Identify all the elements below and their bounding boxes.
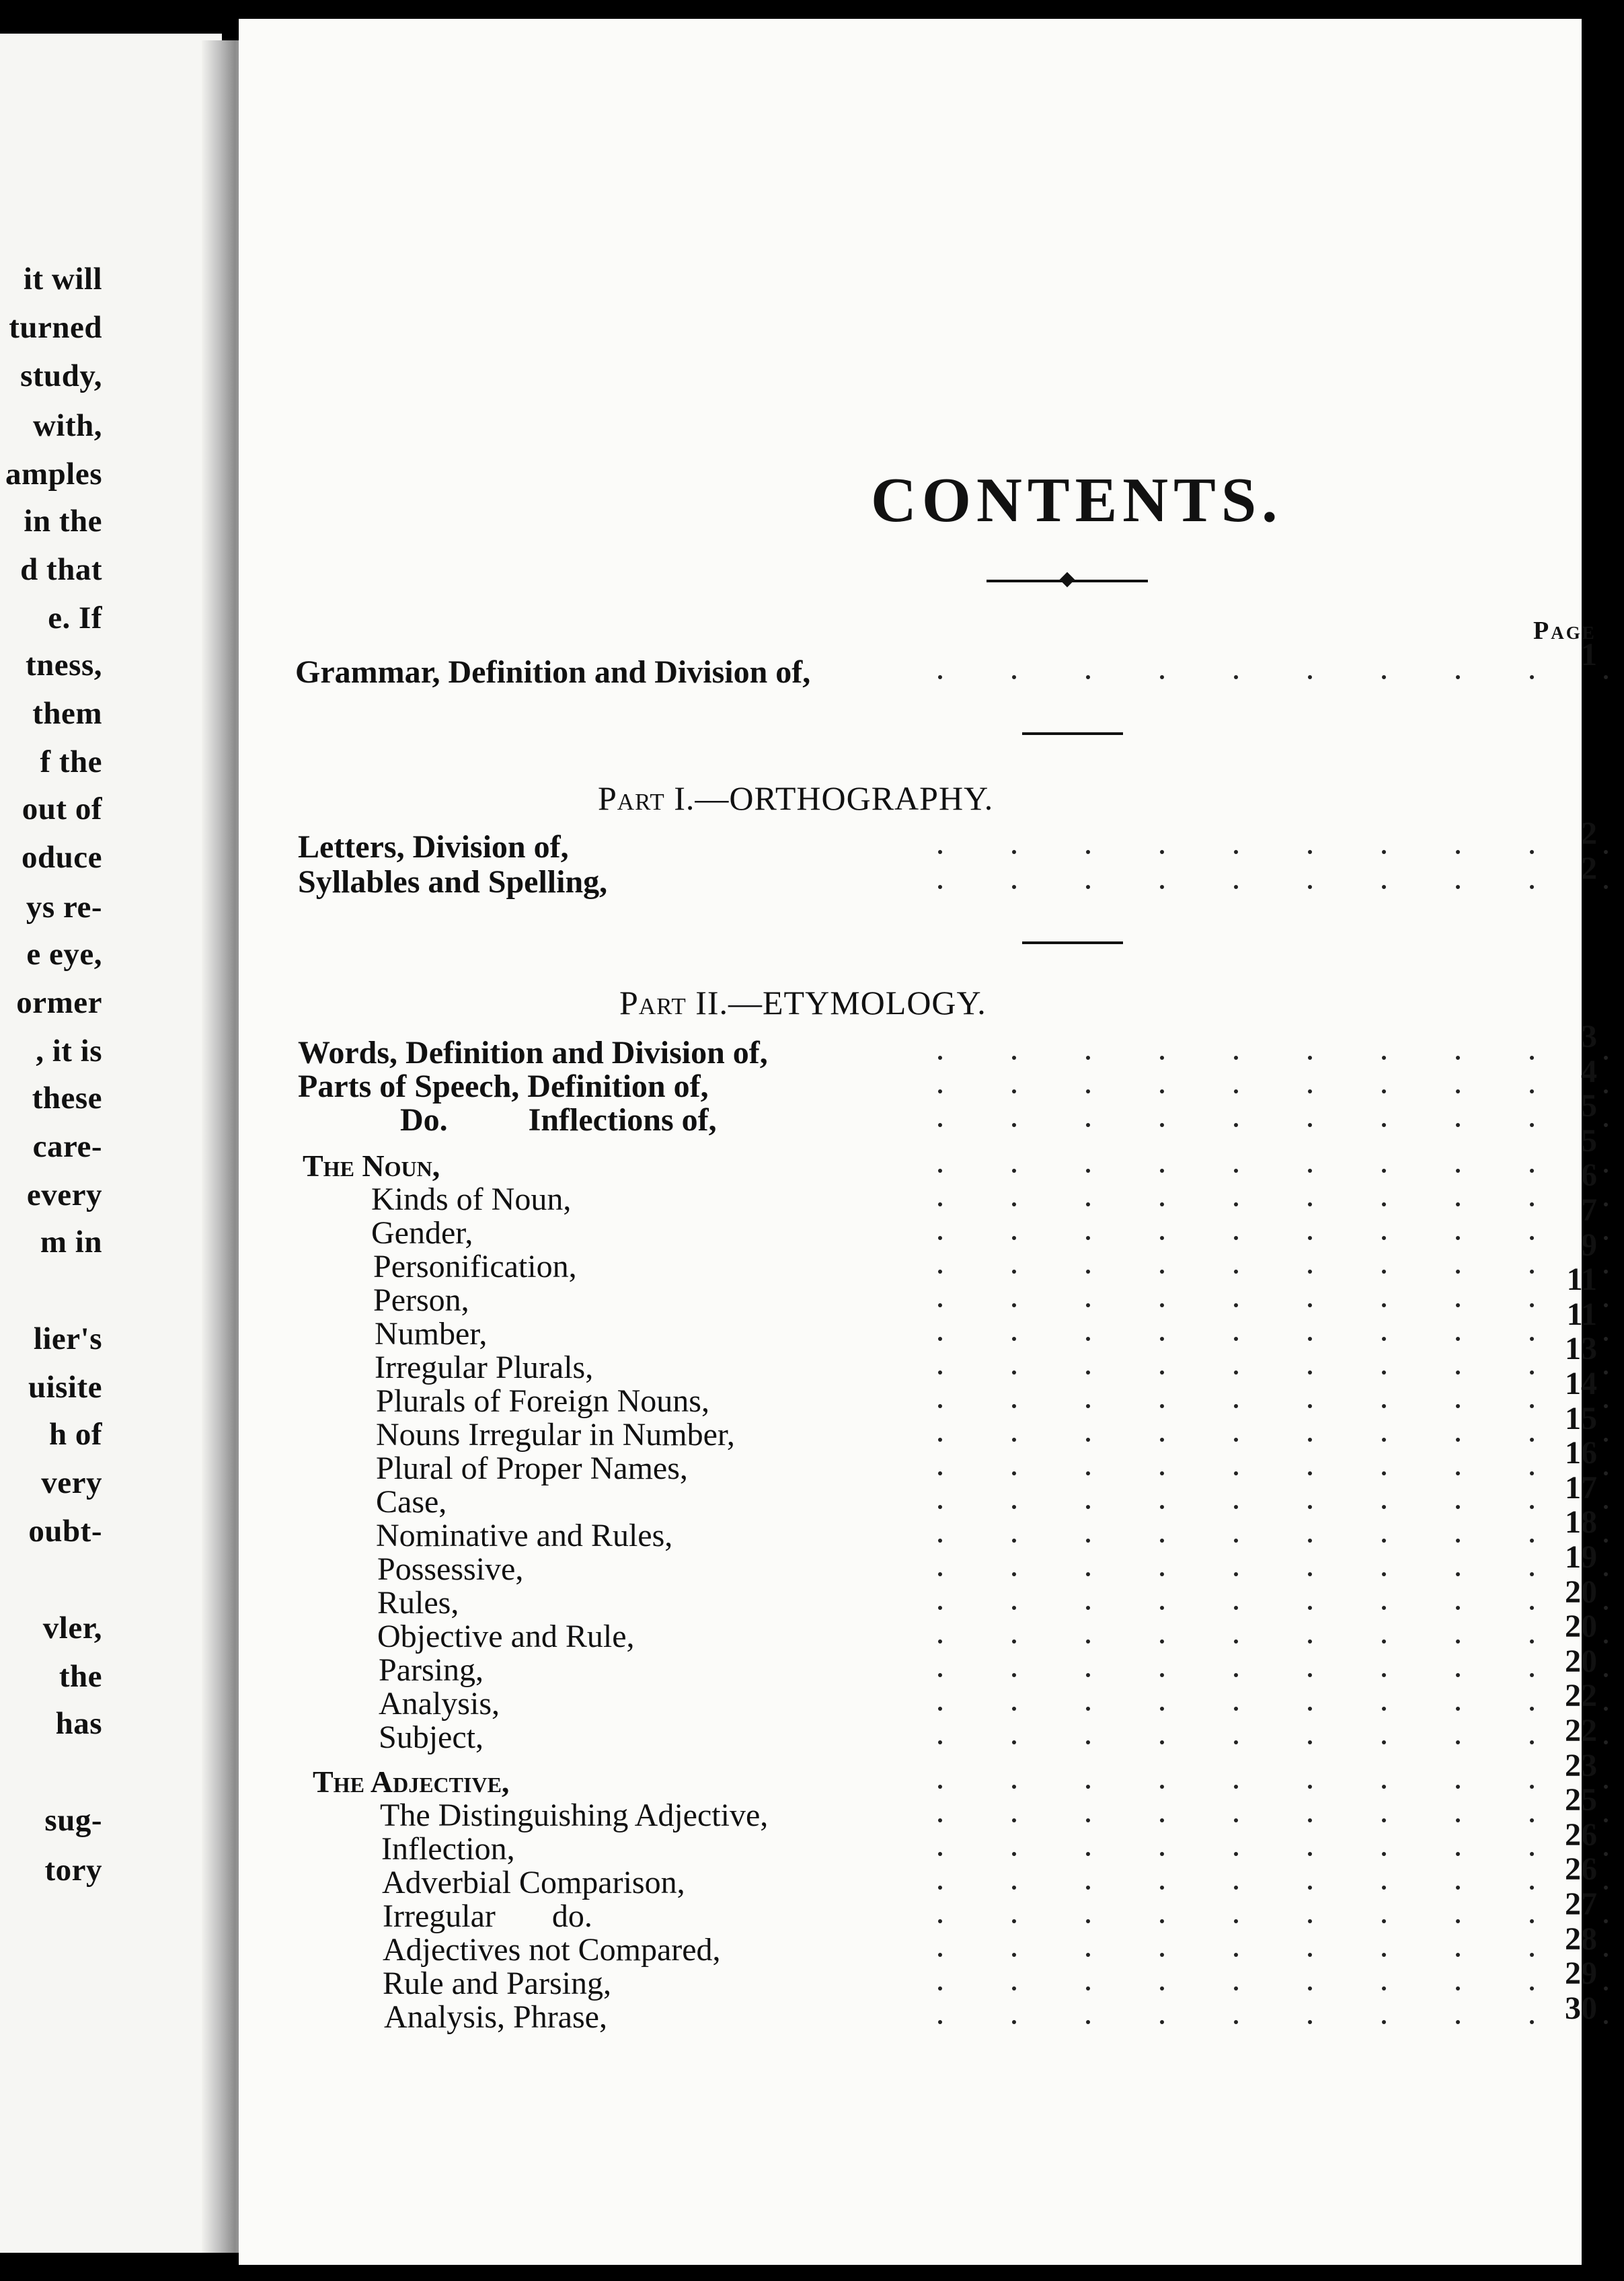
leader-dots bbox=[864, 1619, 1624, 1654]
toc-entry-label: Adverbial Comparison, bbox=[382, 1865, 685, 1900]
toc-entry bbox=[239, 1036, 1624, 1071]
toc-entry-label: Objective and Rule, bbox=[377, 1619, 635, 1654]
toc-entry bbox=[239, 1865, 1624, 1900]
page-number: 22 bbox=[1565, 1678, 1597, 1714]
page-number: 17 bbox=[1565, 1469, 1597, 1506]
right-page bbox=[239, 19, 1597, 2265]
left-page bbox=[0, 34, 222, 2253]
left-page-text-fragment: has bbox=[55, 1706, 102, 1741]
toc-entry-label: Kinds of Noun, bbox=[371, 1182, 572, 1217]
toc-entry bbox=[239, 1283, 1624, 1318]
page-number: 23 bbox=[1565, 1747, 1597, 1783]
toc-entry bbox=[239, 1899, 1624, 1934]
page-number: 5 bbox=[1581, 1088, 1597, 1124]
left-page-text-fragment: very bbox=[41, 1465, 102, 1500]
left-page-text-fragment: them bbox=[32, 696, 102, 731]
toc-entry-label: Analysis, Phrase, bbox=[384, 1999, 607, 2035]
leader-dots bbox=[864, 1899, 1624, 1934]
page-number: 15 bbox=[1565, 1400, 1597, 1436]
toc-entry bbox=[239, 1350, 1624, 1385]
left-page-text-fragment: with, bbox=[32, 408, 102, 443]
leader-dots bbox=[864, 1350, 1624, 1385]
toc-entry bbox=[239, 1720, 1624, 1755]
left-page-text-fragment: turned bbox=[9, 310, 102, 345]
leader-dots bbox=[864, 1720, 1624, 1755]
left-page-text-fragment: e. If bbox=[48, 601, 102, 635]
left-page-text-fragment: d that bbox=[20, 552, 102, 587]
toc-entry bbox=[239, 1317, 1624, 1352]
left-page-text-fragment: e eye, bbox=[26, 937, 102, 972]
leader-dots bbox=[864, 2000, 1624, 2035]
toc-entry-label: Number, bbox=[375, 1316, 488, 1352]
page-number: 20 bbox=[1565, 1643, 1597, 1679]
toc-entry bbox=[239, 1103, 1624, 1138]
toc-entry-label: Inflection, bbox=[381, 1831, 515, 1867]
toc-entry bbox=[239, 1798, 1624, 1833]
left-page-text-fragment: it will bbox=[23, 262, 102, 297]
leader-dots bbox=[864, 1832, 1624, 1867]
leader-dots bbox=[864, 1798, 1624, 1833]
left-page-text-fragment: study, bbox=[20, 358, 102, 393]
leader-dots bbox=[864, 1451, 1624, 1486]
toc-entry-label: Personification, bbox=[373, 1249, 577, 1284]
leader-dots bbox=[864, 1249, 1624, 1284]
left-page-text-fragment: lier's bbox=[33, 1321, 102, 1356]
toc-entry-label: Irregular Plurals, bbox=[375, 1350, 594, 1385]
toc-entry bbox=[239, 1451, 1624, 1486]
page-number: 6 bbox=[1581, 1157, 1597, 1194]
page-number: 27 bbox=[1565, 1886, 1597, 1922]
toc-entry bbox=[239, 1966, 1624, 2001]
leader-dots bbox=[864, 1687, 1624, 1722]
left-page-text-fragment: these bbox=[32, 1081, 102, 1116]
leader-dots bbox=[864, 1216, 1624, 1251]
left-page-text-fragment: the bbox=[59, 1659, 102, 1694]
toc-entry-grammar bbox=[239, 655, 1624, 690]
page-column-header: Page bbox=[1533, 617, 1596, 645]
toc-entry bbox=[239, 1687, 1624, 1722]
left-page-text-fragment: in the bbox=[24, 504, 102, 539]
toc-entry bbox=[239, 1518, 1624, 1553]
toc-entry-label: Parsing, bbox=[379, 1652, 484, 1688]
toc-entry-label: Grammar, Definition and Division of, bbox=[295, 654, 811, 690]
page-number: 2 bbox=[1581, 816, 1597, 851]
left-page-text-fragment: uisite bbox=[28, 1370, 102, 1405]
toc-entry-label: Analysis, bbox=[379, 1686, 500, 1722]
toc-entry-label: Case, bbox=[376, 1484, 447, 1520]
toc-entry-label: Nouns Irregular in Number, bbox=[376, 1417, 735, 1453]
toc-entry-label: Possessive, bbox=[377, 1551, 524, 1587]
page-number: 18 bbox=[1565, 1504, 1597, 1541]
page-title: CONTENTS. bbox=[871, 465, 1283, 535]
left-page-text-fragment: , it is bbox=[36, 1034, 102, 1069]
page-number: 26 bbox=[1565, 1816, 1597, 1853]
left-page-text-fragment: h of bbox=[48, 1417, 102, 1452]
page-number: 20 bbox=[1565, 1574, 1597, 1610]
page-number: 7 bbox=[1581, 1192, 1597, 1228]
toc-entry bbox=[239, 830, 1624, 865]
toc-entry bbox=[239, 1249, 1624, 1284]
left-page-text-fragment: oubt- bbox=[28, 1514, 102, 1549]
toc-entry bbox=[239, 1586, 1624, 1621]
leader-dots bbox=[864, 1149, 1624, 1184]
leader-dots bbox=[864, 1586, 1624, 1621]
section-rule bbox=[1022, 732, 1123, 735]
toc-entry bbox=[239, 1182, 1624, 1217]
toc-entry-label: Person, bbox=[373, 1282, 469, 1318]
leader-dots bbox=[864, 1069, 1624, 1104]
left-page-text-fragment: tness, bbox=[26, 648, 102, 683]
toc-entry bbox=[239, 1619, 1624, 1654]
page-number: 11 bbox=[1566, 1296, 1597, 1332]
leader-dots bbox=[864, 655, 1624, 690]
toc-entry-label: Rule and Parsing, bbox=[383, 1966, 611, 2001]
leader-dots bbox=[864, 1182, 1624, 1217]
toc-entry bbox=[239, 1069, 1624, 1104]
title-ornament bbox=[987, 580, 1148, 582]
leader-dots bbox=[864, 1552, 1624, 1587]
page-number: 28 bbox=[1565, 1921, 1597, 1957]
page-number: 3 bbox=[1581, 1019, 1597, 1054]
toc-entry bbox=[239, 1418, 1624, 1453]
toc-entry-label: Nominative and Rules, bbox=[376, 1518, 673, 1553]
toc-entry-label: Letters, Division of, bbox=[298, 829, 569, 865]
page-number: 26 bbox=[1565, 1851, 1597, 1888]
toc-entry bbox=[239, 1384, 1624, 1419]
leader-dots bbox=[864, 1317, 1624, 1352]
page-number: 14 bbox=[1565, 1366, 1597, 1401]
toc-entry-label: Subject, bbox=[379, 1719, 484, 1755]
toc-entry bbox=[239, 1832, 1624, 1867]
page-number: 11 bbox=[1566, 1262, 1597, 1298]
part-heading-orthography: Part I.—ORTHOGRAPHY. bbox=[598, 779, 994, 817]
page-number: 16 bbox=[1565, 1435, 1597, 1471]
page-number: 5 bbox=[1581, 1122, 1597, 1159]
page-number: 22 bbox=[1565, 1713, 1597, 1748]
toc-entry-label: Do. Inflections of, bbox=[400, 1102, 717, 1138]
toc-entry-label: The Noun, bbox=[303, 1149, 440, 1183]
left-page-text-fragment: oduce bbox=[22, 840, 102, 875]
left-page-text-fragment: vler, bbox=[42, 1611, 102, 1646]
toc-entry-label: The Adjective, bbox=[313, 1765, 510, 1799]
leader-dots bbox=[864, 1036, 1624, 1071]
page-number: 20 bbox=[1565, 1609, 1597, 1645]
leader-dots bbox=[864, 1765, 1624, 1800]
toc-entry-label: Irregular do. bbox=[383, 1898, 592, 1934]
left-page-text-fragment: care- bbox=[32, 1129, 102, 1164]
left-page-text-fragment: m in bbox=[40, 1225, 102, 1260]
leader-dots bbox=[864, 1384, 1624, 1419]
page-number: 30 bbox=[1565, 1990, 1597, 2026]
toc-entry bbox=[239, 1216, 1624, 1251]
page-number: 25 bbox=[1565, 1782, 1597, 1818]
left-page-text-fragment: ys re- bbox=[26, 890, 102, 925]
leader-dots bbox=[864, 830, 1624, 865]
page-number: 13 bbox=[1565, 1331, 1597, 1367]
left-page-text-fragment: ormer bbox=[16, 985, 102, 1020]
leader-dots bbox=[864, 1966, 1624, 2001]
page-number: 19 bbox=[1565, 1539, 1597, 1575]
page-number: 29 bbox=[1565, 1956, 1597, 1992]
leader-dots bbox=[864, 1933, 1624, 1968]
page-number: 9 bbox=[1581, 1227, 1597, 1263]
section-rule bbox=[1022, 941, 1123, 944]
toc-entry-label: Gender, bbox=[371, 1215, 473, 1251]
toc-entry bbox=[239, 865, 1624, 900]
left-page-text-fragment: amples bbox=[5, 457, 102, 492]
page-number: 1 bbox=[1581, 637, 1597, 672]
toc-entry bbox=[239, 1765, 1624, 1800]
toc-entry-label: Adjectives not Compared, bbox=[383, 1932, 721, 1968]
toc-entry-label: Parts of Speech, Definition of, bbox=[298, 1069, 709, 1104]
leader-dots bbox=[864, 865, 1624, 900]
toc-entry bbox=[239, 1149, 1624, 1184]
toc-entry bbox=[239, 1933, 1624, 1968]
leader-dots bbox=[864, 1653, 1624, 1688]
toc-entry bbox=[239, 1653, 1624, 1688]
left-page-text-fragment: tory bbox=[44, 1853, 102, 1888]
leader-dots bbox=[864, 1518, 1624, 1553]
left-page-text-fragment: f the bbox=[40, 744, 102, 779]
part-heading-etymology: Part II.—ETYMOLOGY. bbox=[619, 984, 987, 1021]
leader-dots bbox=[864, 1103, 1624, 1138]
toc-entry-label: Plurals of Foreign Nouns, bbox=[376, 1383, 709, 1419]
leader-dots bbox=[864, 1865, 1624, 1900]
leader-dots bbox=[864, 1418, 1624, 1453]
toc-entry-label: Rules, bbox=[377, 1585, 459, 1621]
page-number: 2 bbox=[1581, 851, 1597, 886]
toc-entry bbox=[239, 1552, 1624, 1587]
left-page-text-fragment: out of bbox=[22, 791, 102, 826]
toc-entry bbox=[239, 2000, 1624, 2035]
page-number: 4 bbox=[1581, 1053, 1597, 1089]
toc-entry bbox=[239, 1485, 1624, 1520]
leader-dots bbox=[864, 1283, 1624, 1318]
toc-entry-label: Words, Definition and Division of, bbox=[298, 1035, 768, 1071]
left-page-text-fragment: sug- bbox=[44, 1803, 102, 1838]
leader-dots bbox=[864, 1485, 1624, 1520]
toc-entry-label: Plural of Proper Names, bbox=[376, 1451, 688, 1486]
toc-entry-label: The Distinguishing Adjective, bbox=[380, 1797, 769, 1833]
left-page-text-fragment: every bbox=[26, 1177, 102, 1212]
toc-entry-label: Syllables and Spelling, bbox=[298, 864, 608, 900]
